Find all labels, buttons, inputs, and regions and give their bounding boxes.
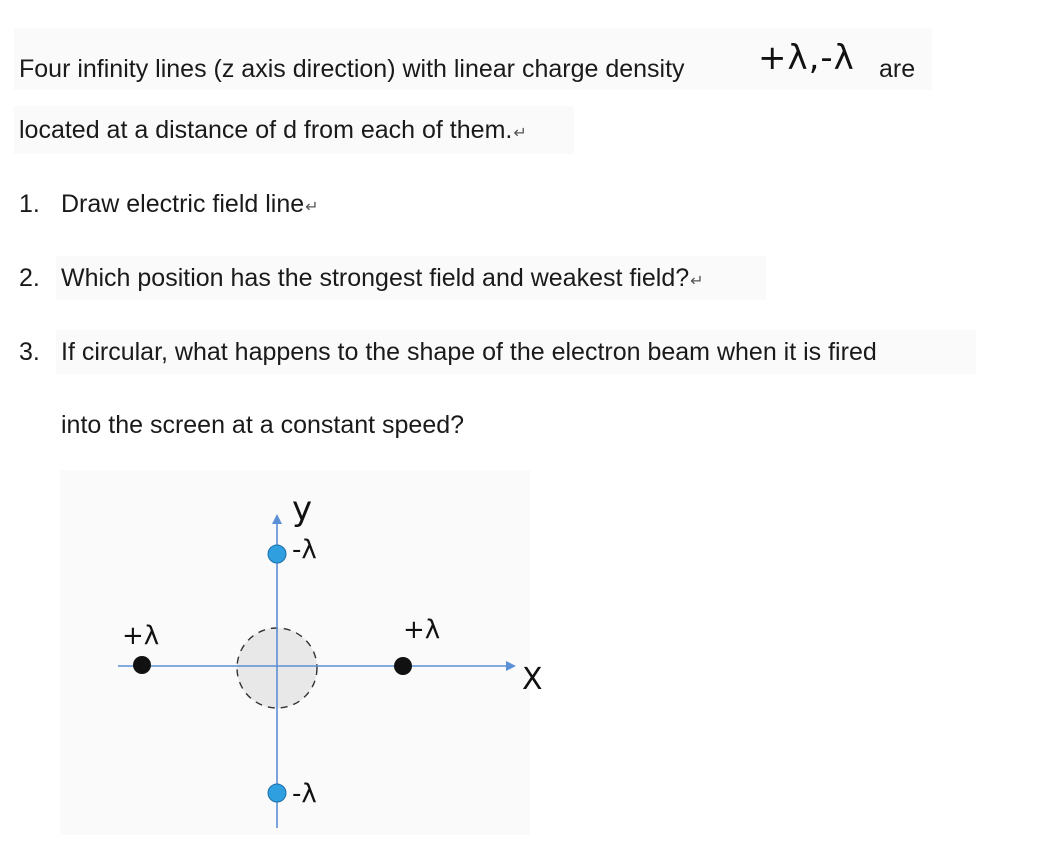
top-charge-label: -λ: [292, 535, 317, 565]
question-1-number: 1.: [19, 190, 40, 218]
paragraph-return-mark: ↵: [305, 199, 319, 216]
question-2: [61, 266, 704, 291]
paragraph-return-mark: ↵: [513, 125, 527, 142]
right-charge-label: +λ: [403, 615, 441, 645]
charge-diagram: [56, 468, 543, 833]
x-axis-label: X: [522, 662, 543, 697]
question-1: [61, 192, 319, 217]
left-positive-charge: [133, 656, 151, 674]
top-negative-charge: [268, 545, 286, 563]
paragraph-return-mark: ↵: [690, 273, 704, 290]
intro-line2-text: located at a distance of d from each of them.: [19, 116, 513, 144]
question-2-text: Which position has the strongest field and weakest field?: [61, 264, 690, 292]
question-3-continuation: into the screen at a constant speed?: [61, 411, 465, 439]
charge-notation: +λ,-λ: [758, 38, 855, 78]
question-3-text: If circular, what happens to the shape of the electron beam when it is fired: [61, 338, 877, 366]
bottom-charge-label: -λ: [292, 779, 317, 809]
y-axis-label: y: [292, 489, 313, 529]
question-1-text: Draw electric field line: [61, 190, 305, 218]
intro-text-part1: Four infinity lines (z axis direction) with linear charge density: [19, 55, 685, 83]
right-positive-charge: [394, 657, 412, 675]
intro-text-line2: [19, 118, 527, 143]
question-3-number: 3.: [19, 338, 40, 366]
intro-text-part2: are: [879, 55, 916, 83]
question-2-number: 2.: [19, 264, 40, 292]
left-charge-label: +λ: [122, 621, 160, 651]
bottom-negative-charge: [268, 784, 286, 802]
